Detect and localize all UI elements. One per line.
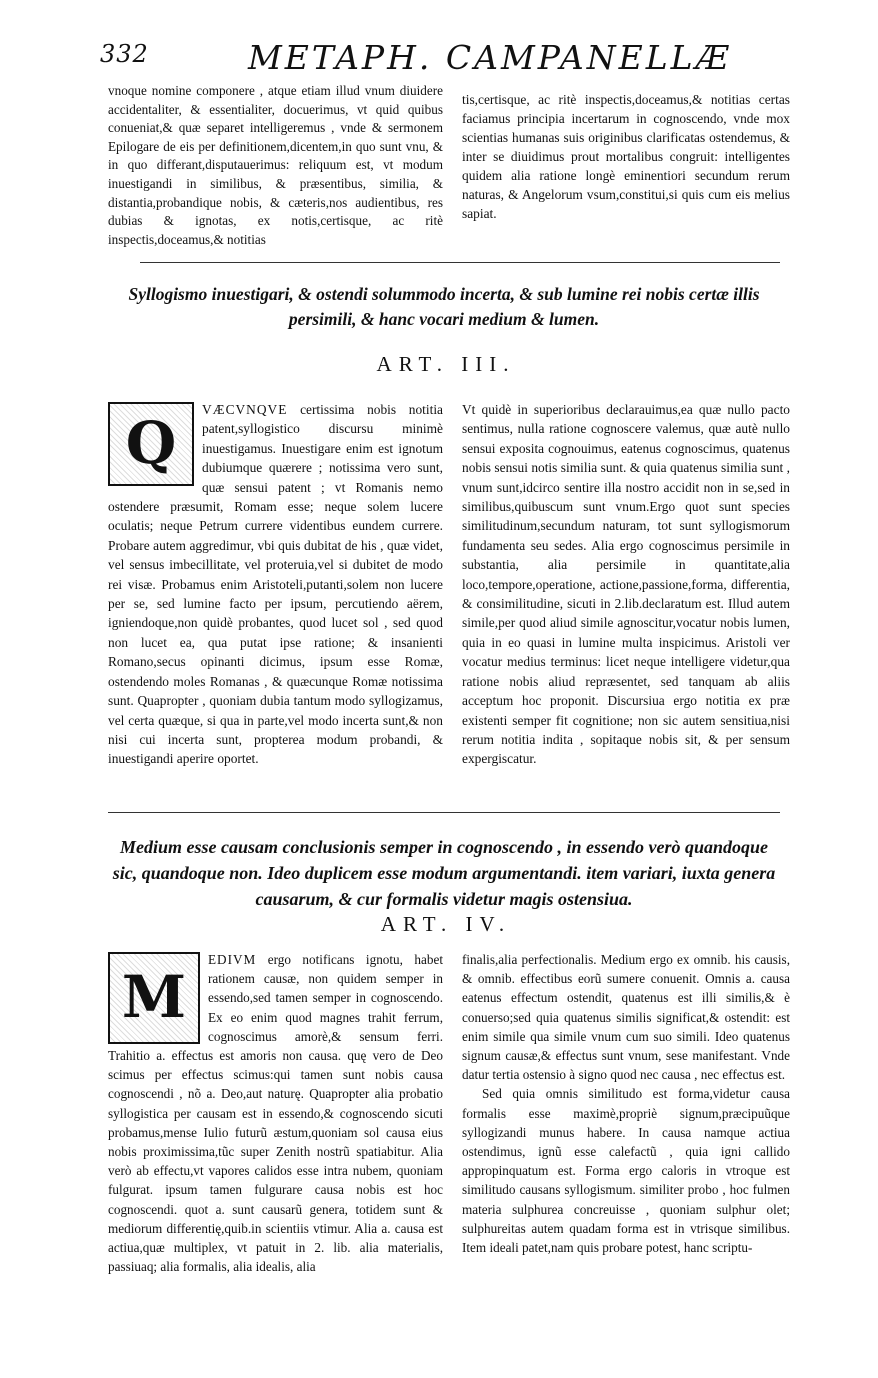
art-3-right-column <box>462 400 790 769</box>
decorated-initial-q: Q <box>108 402 194 486</box>
top-left-text: vnoque nomine componere , atque etiam illud vnum diuidere accidentaliter, & essentialiter, docuerimus, vt quid quibus conueniat,& quæ separet intelligeremus , vnde & sermonem Epilogare de eis per definitionem,dicentem,in quo sunt vnu, & in quo differant,disputauerimus: reliquum est, vt modum inuestigandi in similibus, & præsentibus, similia, & distantia,probandique nobis, & cæteris,nos audientibus, res dubias & ignotas, ex notis,certisque, ac ritè inspectis,doceamus,& notitias <box>108 83 443 247</box>
art-3-left-text: certissima nobis notitia patent,syllogistico discursu minimè inuestigamus. Inuestigare enim est ignotum dubiumque quærere ; notissima vero sunt, quæ sensui patent ; vt Romanis nemo ostendere præsumit, Romam esse; neque solem lucere oculatis; neque Petrum currere videntibus eundem currere. Probare autem aggredimur, vbi quis dubitat de his , quæ videt, vel sensus imbecillitate, vel proteruia,vel si dubitet de modo rei visæ. Probamus enim Aristoteli,putanti,solem non lucere per se, sed lumine facto per ipsum, percutiendo aërem, igniendoque,non quidè probantes, quod lucet sol , sed quod non lucet ea, qua putat ipse ratione; & insanienti Romano,secus opinanti dicimus, ipsum esse Romæ, ostendendo moles Romanas , & quæcunque Romæ notissima sunt. Quapropter , quoniam dubia tantum modo syllogizamus, vel certa quæque, si qua in parte,vel modo incerta sunt,& non nisi cui incerta sunt, propterea modum probandi, & inuestigandi aperire oportet. <box>108 402 443 767</box>
art-3-heading: Syllogismo inuestigari, & ostendi solummodo incerta, & sub lumine rei nobis certæ illis persimili, & hanc vocari medium & lumen. <box>128 284 760 329</box>
art-3-label: ART. III. <box>376 352 516 376</box>
top-right-column <box>462 90 790 223</box>
art-4-lead-word: EDIVM <box>208 952 257 967</box>
section-divider <box>140 262 780 263</box>
art-4-right-text-2: Sed quia omnis similitudo est forma,videtur causa formalis esse maximè,propriè signum,præcipuũque syllogizandi munus habere. In causa namque actiua ostendimus, ignũ esse calefactũ , quia igni callido appropinquatum est. Forma ergo caloris in vtroque est similitudo causans syllogismum. similiter probo , hoc fulmen materia sulphurea concreuisse , quoniam sulphur olet; sulphureitas autem quadam forma est in vtrisque similibus. Item ideali patet,nam quis probare potest, hanc scriptu- <box>462 1086 790 1256</box>
page-header <box>100 38 800 82</box>
art-3-left-column <box>108 400 443 769</box>
section-divider-2 <box>108 812 780 813</box>
decorated-initial-m: M <box>108 952 200 1044</box>
top-left-column <box>108 82 443 249</box>
running-title: METAPH. CAMPANELLÆ <box>248 38 732 77</box>
art-4-right-column <box>462 950 790 1257</box>
page-number: 332 <box>100 40 149 68</box>
art-4-label: ART. IV. <box>380 912 512 936</box>
art-4-heading: Medium esse causam conclusionis semper in cognoscendo , in essendo verò quandoque sic, quandoque non. Ideo duplicem esse modum argumentandi. item variari, iuxta genera causarum, & cur formalis videtur magis ostensiua. <box>112 837 776 909</box>
art-4-left-text: ergo notificans ignotu, habet rationem causæ, non quidem semper in essendo,sed tamen semper in cognoscendo. Ex eo enim quod magnes trahit ferrum, cognoscimus amorè,& sensum ferri. Trahitio a. effectus est amoris non causa. quę vero de Deo scimus per effectus scimus:qui tamen sunt nobis causa cognoscendi , nõ a. Deo,aut naturę. Quapropter alia probatio syllogistica per causam est in essendo,& cognoscendo sicuti probamus,mense Iulio futurũ æstum,quoniam sol causa eius nobis proximissima,tũc super Zenith nostrũ spatiabitur. Alia verò ab effectu,vt vapores calidos esse intra nubem, quoniam fulgurat. ipsum tamen fulgurare causa nobis est hoc cognoscendi. quot a. sunt causarũ genera, totidem sunt & mediorum differentię,quib.in scientiis vtimur. Alia a. causa est actiua,quæ multiplex, vt patuit in 2. lib. alia materialis, passiuaq; alia formalis, alia idealis, alia <box>108 952 443 1275</box>
art-3-right-text: Vt quidè in superioribus declarauimus,ea quæ nullo pacto sentimus, nulla ratione cognoscere valemus, quæ autè nullo sensui exposita cognouimus, eatenus cognoscimus, quatenus nobis sensui notis similia sunt. & quia quatenus similia sunt , vnum sunt,idcirco sentire illa nostro accidit non in se,sed in similibus,quibuscum sunt vnum.Ergo quot sunt species similitudinum,secundum naturam, tot sunt syllogismorum fundamenta seu sedes. Alia ergo cognoscimus persimile in substantia, alia persimile in quantitate,alia loco,tempore,operatione, actione,passione,forma, differentia, & consimilitudine, sicuti in 2.lib.declaratum est. Illud autem simile,per quod aliud simile agnoscitur,vocatur nobis lumen, quia in eo quasi in lumine multa inspicimus. Aristoli ver vocatur medius terminus: licet neque intelligere videtur,qua ratione nobis aliud repræsentet, sed tanquam ab aliis acceptum hoc proponit. Discursiua ergo notitia ex præ existenti semper fit cognitione; non sic autem sensitiua,nisi rerum notitia indita , sopitaque nobis sit, & per sensum expergiscatur. <box>462 402 790 767</box>
art-4-left-column <box>108 950 443 1276</box>
art-3-lead-word: VÆCVNQVE <box>202 402 288 417</box>
top-right-text: tis,certisque, ac ritè inspectis,doceamus,& notitias certas faciamus principia incertarum in cognoscendo, vnde mox scientias humanas suis originibus clarificatas ostendemus, & inter se diuidimus prout mortalibus congruit: intelligentes quidem alia ratione longè eminentiori secundum rerum naturas, & Angelorum vsum,constitui,si quis cum eis melius sapiat. <box>462 92 790 221</box>
art-4-right-text: finalis,alia perfectionalis. Medium ergo ex omnib. his causis, & omnib. effectibus eorũ sumere conuenit. Omnis a. causa eatenus effectum ostendit, quatenus est illi similis,& è conuerso;sed quia quatenus similis significat,& ostendit: est enim simile qua simile vnum cum suo simili. Ideo quatenus signum causæ,& effectus sunt vnum, sese manifestant. Vnde datur tertia ostensio à signo quod nec causa , nec effectus est. <box>462 952 790 1083</box>
